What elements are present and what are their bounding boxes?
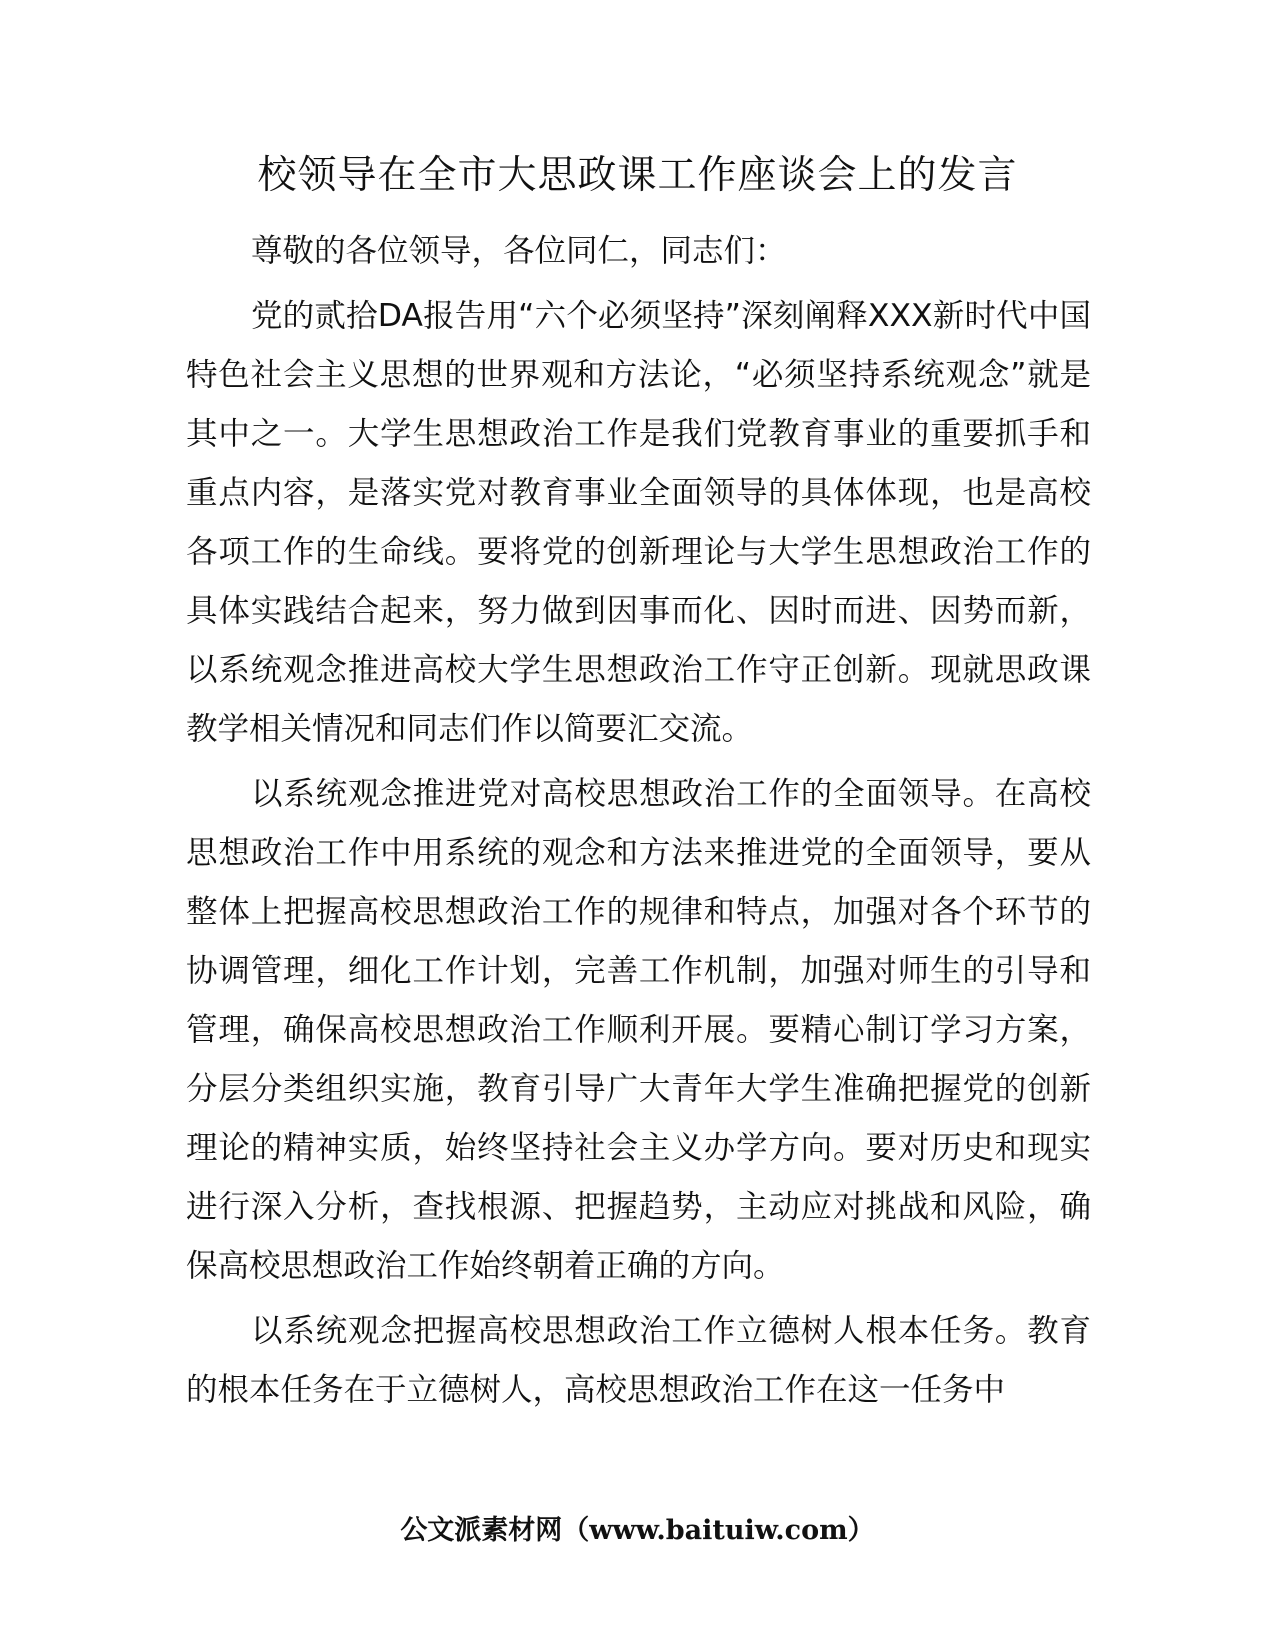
- footer-watermark: 公文派素材网（www.baituiw.com）: [400, 1515, 875, 1546]
- paragraph-2: 以系统观念推进党对高校思想政治工作的全面领导。在高校思想政治工作中用系统的观念和方法来推进党的全面领导，要从整体上把握高校思想政治工作的规律和特点，加强对各个环节的协调管理，细化工作计划，完善工作机制，加强对师生的引导和管理，确保高校思想政治工作顺利开展。要精心制订学习方案，分层分类组织实施，教育引导广大青年大学生准确把握党的创新理论的精神实质，始终坚持社会主义办学方向。要对历史和现实进行深入分析，查找根源、把握趋势，主动应对挑战和风险，确保高校思想政治工作始终朝着正确的方向。: [186, 776, 1091, 1284]
- paragraph-1: 党的贰拾DA报告用“六个必须坚持”深刻阐释XXX新时代中国特色社会主义思想的世界观和方法论，“必须坚持系统观念”就是其中之一。大学生思想政治工作是我们党教育事业的重要抓手和重点内容，是落实党对教育事业全面领导的具体体现，也是高校各项工作的生命线。要将党的创新理论与大学生思想政治工作的具体实践结合起来，努力做到因事而化、因时而进、因势而新，以系统观念推进高校大学生思想政治工作守正创新。现就思政课教学相关情况和同志们作以简要汇交流。: [186, 298, 1091, 747]
- document-title: 校领导在全市大思政课工作座谈会上的发言: [257, 153, 1018, 198]
- document-body: [186, 222, 1091, 1420]
- paragraph-3: 以系统观念把握高校思想政治工作立德树人根本任务。教育的根本任务在于立德树人，高校思想政治工作在这一任务中: [186, 1313, 1091, 1408]
- salutation: 尊敬的各位领导，各位同仁，同志们：: [251, 233, 787, 269]
